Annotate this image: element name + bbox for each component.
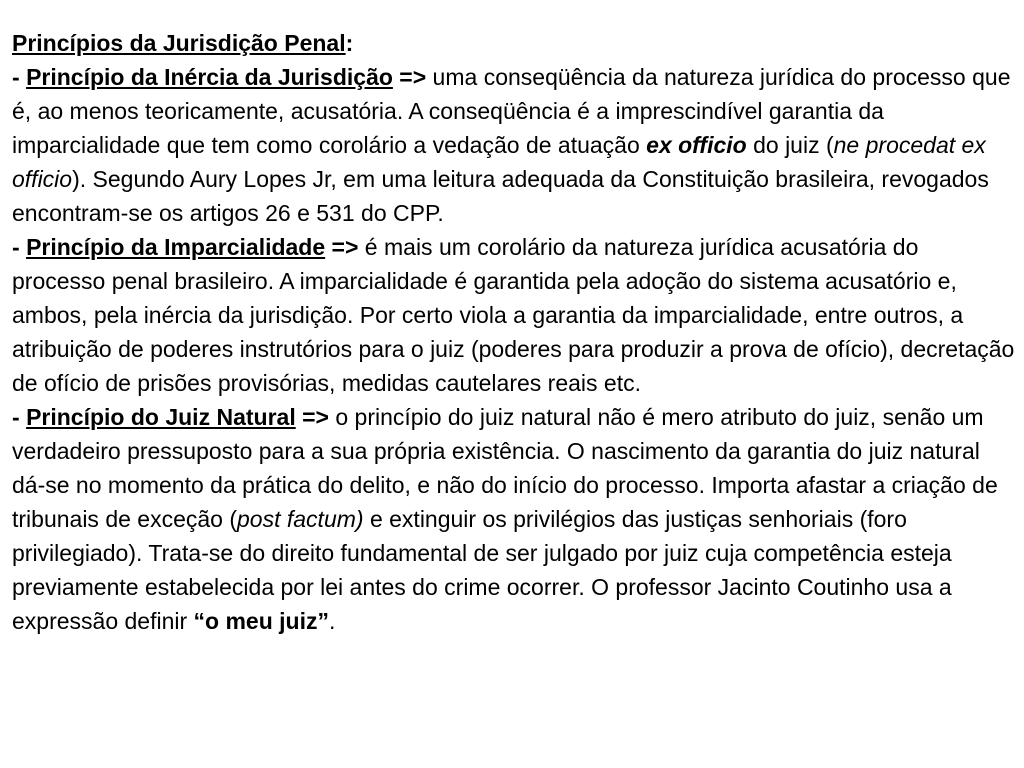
arrow-text: => bbox=[295, 404, 329, 430]
heading-inercia: Princípio da Inércia da Jurisdição bbox=[26, 64, 393, 90]
bullet-dash: - bbox=[12, 404, 27, 430]
heading-imparcialidade: Princípio da Imparcialidade bbox=[26, 234, 326, 260]
paragraph-imparcialidade bbox=[12, 230, 1016, 400]
bullet-dash: - bbox=[12, 234, 27, 260]
term-ne-procedat: ne procedat ex officio bbox=[12, 132, 986, 192]
arrow-text: => bbox=[392, 64, 427, 90]
heading-juiz-natural: Princípio do Juiz Natural bbox=[26, 404, 296, 430]
body-text: e extinguir os privilégios das justiças senhoriais (foro privilegiado). Trata-se do direito fundamental de ser julgado por juiz cuja competência esteja previamente estabelecida por lei antes do crime ocorrer. O professor Jacinto Coutinho usa a expressão definir bbox=[12, 506, 952, 634]
body-text: o princípio do juiz natural não é mero atributo do juiz, senão um verdadeiro pressuposto para a sua própria existência. O nascimento da garantia do juiz natural dá-se no momento da prática do delito, e não do início do processo. Importa afastar a criação de tribunais de exceção ( bbox=[12, 404, 998, 532]
body-text: . bbox=[329, 608, 336, 634]
term-post-factum: post factum) bbox=[237, 506, 364, 532]
arrow-text: => bbox=[325, 234, 359, 260]
slide-title bbox=[12, 26, 1016, 60]
title-text: Princípios da Jurisdição Penal bbox=[12, 30, 346, 56]
quote-o-meu-juiz: “o meu juiz” bbox=[193, 608, 329, 634]
slide-content bbox=[12, 26, 1016, 638]
body-text: uma conseqüência da natureza jurídica do processo que é, ao menos teoricamente, acusatória. A conseqüência é a imprescindível garantia da imparcialidade que tem como corolário a vedação de atuação bbox=[12, 64, 1011, 158]
title-colon: : bbox=[345, 30, 354, 56]
body-text: do juiz ( bbox=[746, 132, 834, 158]
bullet-dash: - bbox=[12, 64, 27, 90]
body-text: ). Segundo Aury Lopes Jr, em uma leitura adequada da Constituição brasileira, revogados encontram-se os artigos 26 e 531 do CPP. bbox=[12, 166, 989, 226]
term-ex-officio: ex officio bbox=[646, 132, 747, 158]
paragraph-juiz-natural bbox=[12, 400, 1016, 638]
paragraph-inercia bbox=[12, 60, 1016, 230]
body-text: é mais um corolário da natureza jurídica acusatória do processo penal brasileiro. A imparcialidade é garantida pela adoção do sistema acusatório e, ambos, pela inércia da jurisdição. Por certo viola a garantia da imparcialidade, entre outros, a atribuição de poderes instrutórios para o juiz (poderes para produzir a prova de ofício), decretação de ofício de prisões provisórias, medidas cautelares reais etc. bbox=[12, 234, 1015, 396]
